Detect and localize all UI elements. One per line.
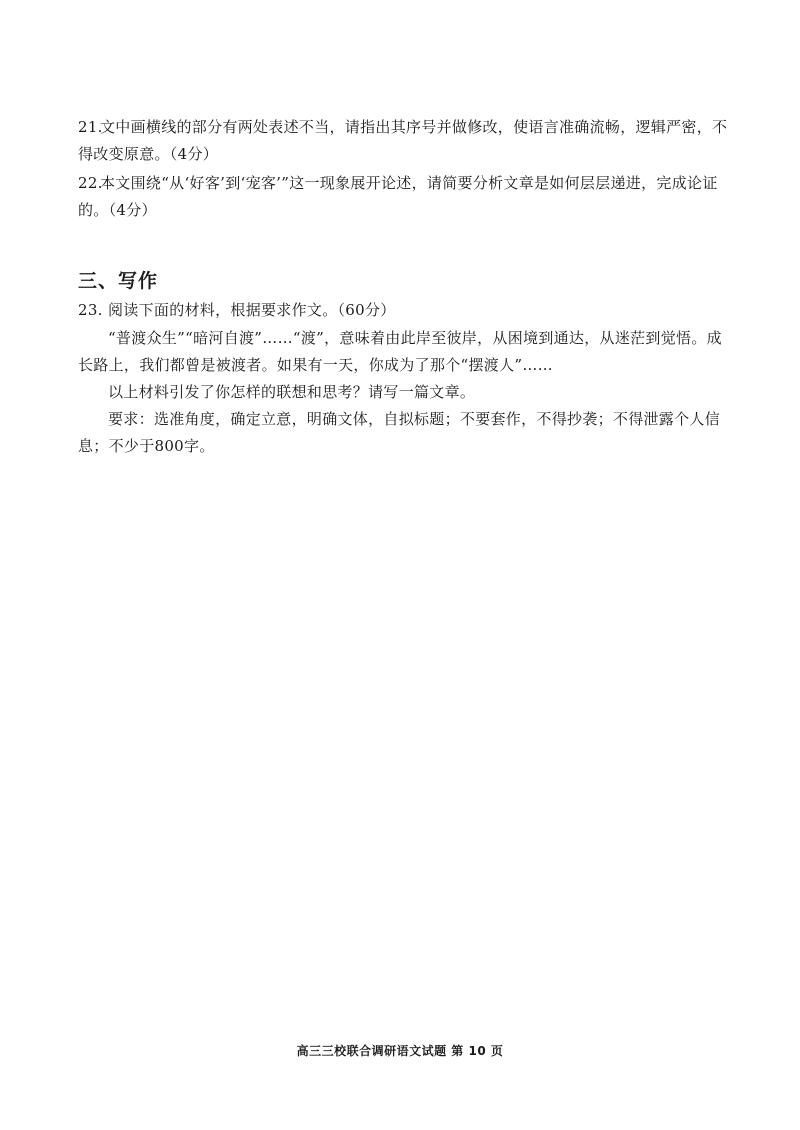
page-footer: 高三三校联合调研语文试题 第 10 页 <box>296 1044 504 1058</box>
question-22 <box>78 170 728 224</box>
question-21 <box>78 114 728 168</box>
question-prompt: 阅读下面的材料，根据要求作文。（60分） <box>108 301 396 319</box>
question-number: 22. <box>78 174 103 192</box>
question-text: 本文围绕“从‘好客’到‘宠客’”这一现象展开论述，请简要分析文章是如何层层递进，完成论证的。（4分） <box>78 174 718 219</box>
question-number: 21. <box>78 118 103 136</box>
question-23 <box>78 297 728 324</box>
writing-material: “普渡众生”“暗河自渡”……“渡”，意味着由此岸至彼岸，从困境到通达，从迷茫到觉悟。成长路上，我们都曾是被渡者。如果有一天，你成为了那个“摆渡人”…… <box>78 329 722 374</box>
question-number: 23. <box>78 301 103 319</box>
section-heading: 三、写作 <box>78 270 159 292</box>
writing-question: 以上材料引发了你怎样的联想和思考？请写一篇文章。 <box>108 383 476 401</box>
question-text: 文中画横线的部分有两处表述不当，请指出其序号并做修改，使语言准确流畅，逻辑严密，不得改变原意。（4分） <box>78 118 728 163</box>
writing-requirements: 要求：选准角度，确定立意，明确文体，自拟标题；不要套作，不得抄袭；不得泄露个人信息；不少于800字。 <box>78 410 721 455</box>
